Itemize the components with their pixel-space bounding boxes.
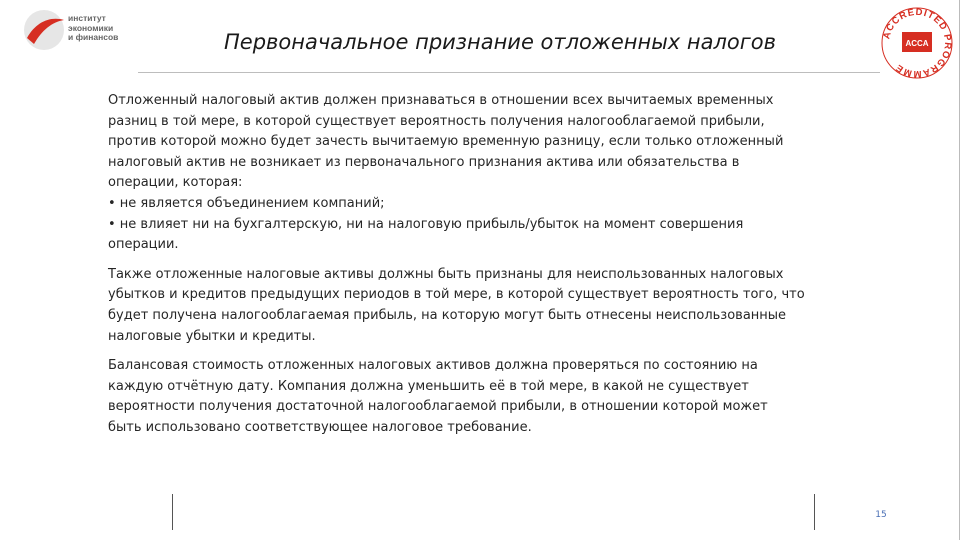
text-line: операции. bbox=[108, 237, 179, 253]
acca-ring-text: ACCREDITED PROGRAMME bbox=[881, 6, 954, 80]
logo-line-3: и финансов bbox=[68, 32, 119, 42]
acca-center-text: ACCA bbox=[905, 39, 929, 48]
text-line: налоговые убытки и кредиты. bbox=[108, 328, 316, 344]
paragraph-3 bbox=[108, 356, 868, 438]
text-line: Балансовая стоимость отложенных налоговых активов должна проверяться по состоянию на bbox=[108, 358, 758, 374]
text-line: налоговый актив не возникает из первоначального признания актива или обязательства в bbox=[108, 154, 740, 170]
text-line: будет получена налогооблагаемая прибыль, на которую могут быть отнесены неиспользованные bbox=[108, 307, 787, 323]
footer-divider-right bbox=[814, 494, 815, 530]
institute-logo bbox=[22, 8, 142, 52]
footer-divider-left bbox=[172, 494, 173, 530]
text-line: вероятности получения достаточной налогооблагаемой прибыли, в отношении которой может bbox=[108, 399, 768, 415]
text-line: Также отложенные налоговые активы должны быть признаны для неиспользованных налоговых bbox=[108, 266, 784, 282]
paragraph-2 bbox=[108, 265, 868, 347]
page-title: Первоначальное признание отложенных налогов bbox=[223, 30, 777, 54]
slide-body bbox=[108, 91, 868, 448]
text-line: быть использовано соответствующее налоговое требование. bbox=[108, 419, 532, 435]
acca-accreditation-badge bbox=[880, 6, 954, 80]
bullet-item: • не является объединением компаний; bbox=[108, 195, 385, 211]
text-line: разниц в той мере, в которой существует вероятность получения налогооблагаемой прибыли, bbox=[108, 113, 765, 129]
text-line: каждую отчётную дату. Компания должна уменьшить её в той мере, в какой не существует bbox=[108, 378, 749, 394]
logo-line-2: экономики bbox=[68, 22, 114, 33]
text-line: против которой можно будет зачесть вычитаемую временную разницу, если только отложенный bbox=[108, 134, 784, 150]
logo-line-1: институт bbox=[68, 13, 106, 23]
page-number: 15 bbox=[875, 510, 887, 520]
acca-badge-icon bbox=[880, 6, 954, 80]
text-line: Отложенный налоговый актив должен признаваться в отношении всех вычитаемых временных bbox=[108, 93, 774, 108]
text-line: убытков и кредитов предыдущих периодов в той мере, в которой существует вероятность того, что bbox=[108, 287, 805, 303]
paragraph-1 bbox=[108, 91, 868, 256]
bullet-item: • не влияет ни на бухгалтерскую, ни на налоговую прибыль/убыток на момент совершения bbox=[108, 216, 744, 232]
institute-logo-text bbox=[68, 14, 118, 43]
text-line: операции, которая: bbox=[108, 175, 243, 191]
institute-logo-mark bbox=[22, 8, 66, 52]
title-underline bbox=[138, 72, 880, 73]
